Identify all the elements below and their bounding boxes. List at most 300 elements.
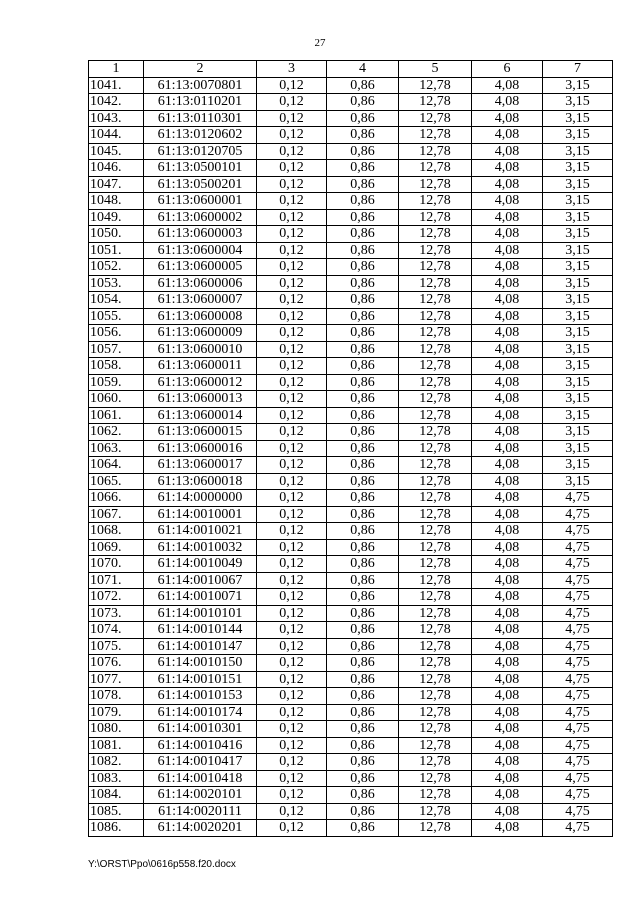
table-cell: 4,75 (543, 638, 613, 655)
table-cell: 4,75 (543, 506, 613, 523)
table-cell: 12,78 (399, 539, 472, 556)
table-cell: 1074. (89, 622, 144, 639)
table-cell: 1067. (89, 506, 144, 523)
table-cell: 12,78 (399, 638, 472, 655)
table-cell: 0,86 (327, 523, 399, 540)
table-cell: 4,08 (472, 457, 543, 474)
table-cell: 4,08 (472, 226, 543, 243)
table-cell: 4,08 (472, 523, 543, 540)
table-row (89, 358, 613, 375)
table-cell: 61:14:0010150 (144, 655, 257, 672)
table-cell: 0,86 (327, 671, 399, 688)
table-cell: 4,08 (472, 671, 543, 688)
table-cell: 0,12 (257, 820, 327, 837)
table-row (89, 308, 613, 325)
table-cell: 61:14:0020111 (144, 803, 257, 820)
table-cell: 61:14:0010049 (144, 556, 257, 573)
table-cell: 1086. (89, 820, 144, 837)
table-cell: 3,15 (543, 94, 613, 111)
table-cell: 0,86 (327, 556, 399, 573)
table-cell: 12,78 (399, 737, 472, 754)
table-cell: 61:14:0010174 (144, 704, 257, 721)
table-cell: 0,12 (257, 160, 327, 177)
table-cell: 0,86 (327, 325, 399, 342)
table-cell: 1070. (89, 556, 144, 573)
table-cell: 3,15 (543, 110, 613, 127)
table-cell: 4,08 (472, 820, 543, 837)
table-cell: 0,12 (257, 589, 327, 606)
table-cell: 12,78 (399, 473, 472, 490)
table-cell: 0,12 (257, 358, 327, 375)
table-cell: 1068. (89, 523, 144, 540)
table-cell: 4,08 (472, 325, 543, 342)
table-row (89, 440, 613, 457)
table-cell: 0,12 (257, 407, 327, 424)
table-cell: 1050. (89, 226, 144, 243)
table-cell: 0,12 (257, 259, 327, 276)
table-cell: 3,15 (543, 440, 613, 457)
table-cell: 3,15 (543, 160, 613, 177)
table-cell: 4,08 (472, 209, 543, 226)
table-cell: 61:13:0600015 (144, 424, 257, 441)
table-cell: 0,12 (257, 572, 327, 589)
table-row (89, 424, 613, 441)
table-cell: 1051. (89, 242, 144, 259)
table-row (89, 209, 613, 226)
table-cell: 12,78 (399, 242, 472, 259)
table-cell: 3,15 (543, 325, 613, 342)
table-row (89, 671, 613, 688)
table-cell: 4,08 (472, 506, 543, 523)
table-cell: 12,78 (399, 787, 472, 804)
table-cell: 61:14:0010032 (144, 539, 257, 556)
table-cell: 61:13:0500101 (144, 160, 257, 177)
table-cell: 0,12 (257, 770, 327, 787)
table-cell: 0,86 (327, 374, 399, 391)
table-cell: 1064. (89, 457, 144, 474)
table-row (89, 721, 613, 738)
table-cell: 0,12 (257, 292, 327, 309)
table-row (89, 770, 613, 787)
table-cell: 61:14:0010071 (144, 589, 257, 606)
table-cell: 4,08 (472, 770, 543, 787)
table-cell: 12,78 (399, 193, 472, 210)
table-cell: 0,12 (257, 325, 327, 342)
table-cell: 61:13:0600013 (144, 391, 257, 408)
column-header: 1 (89, 61, 144, 78)
table-cell: 1072. (89, 589, 144, 606)
table-cell: 3,15 (543, 242, 613, 259)
table-cell: 0,86 (327, 787, 399, 804)
table-cell: 4,75 (543, 605, 613, 622)
table-cell: 0,12 (257, 506, 327, 523)
table-cell: 12,78 (399, 358, 472, 375)
table-row (89, 341, 613, 358)
table-cell: 0,12 (257, 523, 327, 540)
table-cell: 61:14:0010416 (144, 737, 257, 754)
table-cell: 0,12 (257, 374, 327, 391)
table-cell: 61:13:0600004 (144, 242, 257, 259)
table-cell: 0,86 (327, 457, 399, 474)
table-cell: 0,12 (257, 209, 327, 226)
table-cell: 12,78 (399, 160, 472, 177)
table-cell: 4,75 (543, 770, 613, 787)
table-cell: 12,78 (399, 127, 472, 144)
table-cell: 61:14:0010418 (144, 770, 257, 787)
table-cell: 1048. (89, 193, 144, 210)
table-row (89, 77, 613, 94)
table-cell: 0,12 (257, 622, 327, 639)
table-cell: 3,15 (543, 407, 613, 424)
table-cell: 12,78 (399, 424, 472, 441)
table-cell: 1049. (89, 209, 144, 226)
table-cell: 0,12 (257, 671, 327, 688)
table-cell: 12,78 (399, 457, 472, 474)
table-cell: 0,12 (257, 424, 327, 441)
table-cell: 1044. (89, 127, 144, 144)
table-cell: 4,75 (543, 523, 613, 540)
table-cell: 0,12 (257, 226, 327, 243)
table-cell: 3,15 (543, 209, 613, 226)
table-header-row (89, 61, 613, 78)
table-cell: 4,08 (472, 622, 543, 639)
table-row (89, 226, 613, 243)
table-cell: 61:13:0600017 (144, 457, 257, 474)
table-cell: 12,78 (399, 77, 472, 94)
table-cell: 12,78 (399, 754, 472, 771)
table-cell: 61:14:0010001 (144, 506, 257, 523)
table-row (89, 605, 613, 622)
table-cell: 0,12 (257, 77, 327, 94)
table-cell: 12,78 (399, 275, 472, 292)
table-cell: 4,08 (472, 655, 543, 672)
table-row (89, 539, 613, 556)
table-cell: 1083. (89, 770, 144, 787)
table-cell: 0,86 (327, 440, 399, 457)
table-cell: 4,08 (472, 193, 543, 210)
table-cell: 4,08 (472, 259, 543, 276)
table-cell: 1061. (89, 407, 144, 424)
table-cell: 4,08 (472, 556, 543, 573)
table-cell: 0,86 (327, 391, 399, 408)
table-body (89, 77, 613, 836)
table-cell: 0,86 (327, 754, 399, 771)
table-cell: 1052. (89, 259, 144, 276)
table-cell: 4,08 (472, 803, 543, 820)
table-cell: 12,78 (399, 506, 472, 523)
table-cell: 61:13:0600010 (144, 341, 257, 358)
table-cell: 0,12 (257, 721, 327, 738)
table-cell: 4,08 (472, 539, 543, 556)
table-cell: 1069. (89, 539, 144, 556)
table-cell: 12,78 (399, 671, 472, 688)
table-cell: 4,75 (543, 556, 613, 573)
table-cell: 0,86 (327, 127, 399, 144)
table-cell: 0,86 (327, 770, 399, 787)
column-header: 7 (543, 61, 613, 78)
table-cell: 1041. (89, 77, 144, 94)
table-cell: 0,86 (327, 407, 399, 424)
table-cell: 0,86 (327, 292, 399, 309)
table-cell: 3,15 (543, 308, 613, 325)
table-cell: 0,12 (257, 391, 327, 408)
table-cell: 12,78 (399, 226, 472, 243)
table-cell: 0,86 (327, 622, 399, 639)
table-cell: 1066. (89, 490, 144, 507)
table-cell: 0,12 (257, 440, 327, 457)
table-cell: 4,75 (543, 589, 613, 606)
table-cell: 1078. (89, 688, 144, 705)
table-cell: 61:14:0010153 (144, 688, 257, 705)
table-cell: 4,75 (543, 803, 613, 820)
table-cell: 12,78 (399, 803, 472, 820)
table-cell: 0,12 (257, 242, 327, 259)
table-row (89, 523, 613, 540)
table-cell: 0,86 (327, 176, 399, 193)
data-table (88, 60, 613, 837)
table-cell: 61:13:0600001 (144, 193, 257, 210)
table-cell: 0,86 (327, 341, 399, 358)
table-cell: 61:13:0600018 (144, 473, 257, 490)
table-cell: 0,86 (327, 655, 399, 672)
table-row (89, 242, 613, 259)
table-cell: 0,86 (327, 704, 399, 721)
table-cell: 0,12 (257, 539, 327, 556)
table-cell: 3,15 (543, 424, 613, 441)
table-cell: 0,12 (257, 473, 327, 490)
table-cell: 61:13:0120705 (144, 143, 257, 160)
table-cell: 3,15 (543, 358, 613, 375)
table-cell: 0,86 (327, 110, 399, 127)
table-cell: 4,75 (543, 721, 613, 738)
table-cell: 61:13:0600011 (144, 358, 257, 375)
table-cell: 0,12 (257, 308, 327, 325)
table-cell: 4,75 (543, 754, 613, 771)
footer-file-path: Y:\ORST\Ppo\0616p558.f20.docx (88, 859, 236, 870)
table-cell: 1058. (89, 358, 144, 375)
table-cell: 12,78 (399, 110, 472, 127)
table-cell: 12,78 (399, 176, 472, 193)
table-cell: 0,86 (327, 539, 399, 556)
table-cell: 4,08 (472, 110, 543, 127)
table-cell: 1073. (89, 605, 144, 622)
table-cell: 0,86 (327, 638, 399, 655)
table-cell: 61:14:0020101 (144, 787, 257, 804)
table-cell: 3,15 (543, 473, 613, 490)
table-row (89, 407, 613, 424)
table-cell: 4,08 (472, 143, 543, 160)
table-row (89, 275, 613, 292)
table-row (89, 325, 613, 342)
table-cell: 3,15 (543, 457, 613, 474)
table-cell: 3,15 (543, 374, 613, 391)
table-cell: 0,12 (257, 94, 327, 111)
table-cell: 0,86 (327, 820, 399, 837)
table-cell: 4,08 (472, 308, 543, 325)
table-cell: 0,86 (327, 143, 399, 160)
table-cell: 12,78 (399, 94, 472, 111)
table-cell: 12,78 (399, 523, 472, 540)
table-row (89, 803, 613, 820)
table-cell: 0,86 (327, 506, 399, 523)
table-cell: 61:14:0020201 (144, 820, 257, 837)
table-cell: 0,12 (257, 143, 327, 160)
table-cell: 12,78 (399, 721, 472, 738)
table-row (89, 589, 613, 606)
table-cell: 1054. (89, 292, 144, 309)
table-cell: 61:14:0000000 (144, 490, 257, 507)
table-cell: 1060. (89, 391, 144, 408)
table-cell: 61:13:0500201 (144, 176, 257, 193)
table-cell: 61:13:0110201 (144, 94, 257, 111)
table-cell: 1080. (89, 721, 144, 738)
table-cell: 12,78 (399, 308, 472, 325)
table-cell: 1084. (89, 787, 144, 804)
table-cell: 61:14:0010101 (144, 605, 257, 622)
column-header: 2 (144, 61, 257, 78)
table-cell: 4,75 (543, 655, 613, 672)
table-cell: 0,86 (327, 572, 399, 589)
table-cell: 1075. (89, 638, 144, 655)
table-cell: 4,08 (472, 374, 543, 391)
table-cell: 12,78 (399, 325, 472, 342)
page-number: 27 (314, 37, 326, 49)
table-cell: 1047. (89, 176, 144, 193)
table-cell: 12,78 (399, 622, 472, 639)
table-cell: 4,08 (472, 160, 543, 177)
table-cell: 4,08 (472, 242, 543, 259)
table-row (89, 110, 613, 127)
table-cell: 0,86 (327, 275, 399, 292)
table-cell: 61:13:0600002 (144, 209, 257, 226)
table-cell: 4,08 (472, 754, 543, 771)
table-cell: 61:14:0010067 (144, 572, 257, 589)
table-cell: 1042. (89, 94, 144, 111)
table-cell: 0,86 (327, 605, 399, 622)
table-cell: 0,12 (257, 803, 327, 820)
table-cell: 12,78 (399, 605, 472, 622)
table-cell: 61:14:0010021 (144, 523, 257, 540)
table-cell: 12,78 (399, 688, 472, 705)
table-cell: 4,75 (543, 572, 613, 589)
table-cell: 61:14:0010147 (144, 638, 257, 655)
table-cell: 0,86 (327, 424, 399, 441)
table-row (89, 193, 613, 210)
table-cell: 1056. (89, 325, 144, 342)
table-cell: 0,12 (257, 176, 327, 193)
table-cell: 1045. (89, 143, 144, 160)
table-cell: 1059. (89, 374, 144, 391)
table-row (89, 160, 613, 177)
table-row (89, 259, 613, 276)
table-row (89, 94, 613, 111)
data-table-container (88, 60, 612, 837)
table-cell: 12,78 (399, 374, 472, 391)
table-row (89, 127, 613, 144)
table-row (89, 688, 613, 705)
table-row (89, 622, 613, 639)
table-cell: 12,78 (399, 556, 472, 573)
table-cell: 61:14:0010417 (144, 754, 257, 771)
table-row (89, 704, 613, 721)
table-cell: 1076. (89, 655, 144, 672)
table-cell: 0,86 (327, 226, 399, 243)
table-row (89, 292, 613, 309)
table-cell: 4,08 (472, 77, 543, 94)
table-cell: 3,15 (543, 193, 613, 210)
table-cell: 4,08 (472, 721, 543, 738)
table-cell: 12,78 (399, 589, 472, 606)
table-cell: 0,86 (327, 242, 399, 259)
table-cell: 12,78 (399, 391, 472, 408)
table-cell: 0,86 (327, 308, 399, 325)
table-cell: 61:13:0120602 (144, 127, 257, 144)
table-cell: 0,86 (327, 490, 399, 507)
table-cell: 1043. (89, 110, 144, 127)
table-cell: 12,78 (399, 143, 472, 160)
table-cell: 4,08 (472, 292, 543, 309)
table-cell: 4,08 (472, 589, 543, 606)
table-cell: 61:13:0600014 (144, 407, 257, 424)
table-cell: 3,15 (543, 292, 613, 309)
table-cell: 3,15 (543, 143, 613, 160)
table-cell: 3,15 (543, 176, 613, 193)
table-cell: 0,12 (257, 737, 327, 754)
table-cell: 3,15 (543, 77, 613, 94)
table-cell: 3,15 (543, 259, 613, 276)
table-cell: 0,12 (257, 688, 327, 705)
table-cell: 61:13:0600016 (144, 440, 257, 457)
table-cell: 4,75 (543, 539, 613, 556)
table-cell: 4,08 (472, 490, 543, 507)
table-row (89, 143, 613, 160)
table-row (89, 391, 613, 408)
table-cell: 61:14:0010151 (144, 671, 257, 688)
table-cell: 0,86 (327, 589, 399, 606)
table-cell: 4,08 (472, 391, 543, 408)
table-cell: 4,75 (543, 490, 613, 507)
table-cell: 4,08 (472, 275, 543, 292)
table-cell: 3,15 (543, 226, 613, 243)
table-cell: 0,86 (327, 803, 399, 820)
table-cell: 0,12 (257, 638, 327, 655)
table-cell: 0,12 (257, 341, 327, 358)
table-cell: 0,12 (257, 787, 327, 804)
table-cell: 4,75 (543, 622, 613, 639)
table-row (89, 572, 613, 589)
table-cell: 1062. (89, 424, 144, 441)
table-row (89, 490, 613, 507)
table-cell: 0,86 (327, 160, 399, 177)
table-cell: 4,75 (543, 737, 613, 754)
table-cell: 0,86 (327, 473, 399, 490)
table-cell: 0,12 (257, 655, 327, 672)
table-cell: 0,86 (327, 358, 399, 375)
table-cell: 1046. (89, 160, 144, 177)
table-row (89, 638, 613, 655)
table-cell: 3,15 (543, 275, 613, 292)
table-cell: 4,08 (472, 358, 543, 375)
table-cell: 1082. (89, 754, 144, 771)
table-cell: 4,08 (472, 737, 543, 754)
table-row (89, 457, 613, 474)
table-cell: 12,78 (399, 770, 472, 787)
table-cell: 0,12 (257, 556, 327, 573)
table-cell: 4,08 (472, 440, 543, 457)
table-cell: 0,86 (327, 94, 399, 111)
table-cell: 4,75 (543, 671, 613, 688)
table-cell: 4,08 (472, 704, 543, 721)
